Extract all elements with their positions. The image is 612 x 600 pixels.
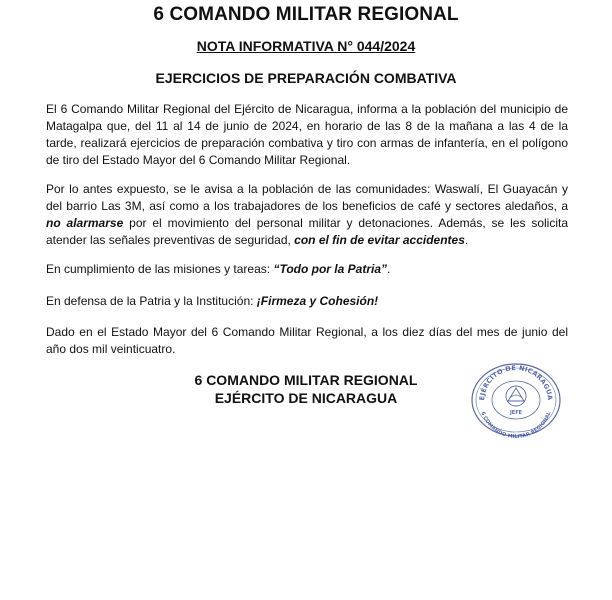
emphasis-evitar-accidentes: con el fin de evitar accidentes [294,233,465,247]
paragraph-announcement: El 6 Comando Militar Regional del Ejército de Nicaragua, informa a la población del municipio de Matagalpa que, del 11 al 14 de junio de 2024, en horario de las 8 de la mañana a las 4 de la tarde, realizará ejercicios de preparación combativa y tiro con armas de infantería, en el polígono de tiro del Estado Mayor del 6 Comando Militar Regional. [46,102,568,167]
signature-line-2: EJÉRCITO DE NICARAGUA [214,390,398,406]
paragraph-date: Dado en el Estado Mayor del 6 Comando Militar Regional, a los diez días del mes de junio del año dos mil veinticuatro. [46,325,568,356]
note-heading: EJERCICIOS DE PREPARACIÓN COMBATIVA [155,70,457,86]
seal-center-text: JEFE [509,410,523,416]
paragraph-warning-text-c: por el movimiento del personal militar y detonaciones. Además, se les solicita atender las señales preventivas de seguridad, [46,216,568,247]
motto-firmeza-y-cohesion: ¡Firmeza y Cohesión! [256,294,379,308]
motto-todo-por-la-patria: “Todo por la Patria” [273,262,388,276]
seal-top-text: EJÉRCITO DE NICARAGUA [477,363,555,401]
paragraph-warning [46,181,568,249]
motto-1-intro: En cumplimiento de las misiones y tareas: [46,262,274,276]
signature-line-1: 6 COMANDO MILITAR REGIONAL [194,372,418,388]
motto-1-end: . [387,262,391,276]
paragraph-warning-text-e: . [464,233,469,247]
paragraph-motto-1 [46,261,568,278]
paragraph-motto-2 [46,293,568,310]
motto-2-intro: En defensa de la Patria y la Institución: [46,294,257,308]
document-title: 6 COMANDO MILITAR REGIONAL [153,4,459,25]
paragraph-warning-text-a: Por lo antes expuesto, se le avisa a la población de las comunidades: Waswalí, El Guayacán y del barrio Las 3M, así como a los trabajadores de los beneficios de café y sectores aledaños, a [46,182,568,213]
note-number: NOTA INFORMATIVA N° 044/2024 [196,38,416,54]
official-seal-stamp [468,362,564,438]
emphasis-no-alarmarse: no alarmarse [46,216,124,230]
seal-bottom-text: 6 COMANDO MILITAR REGIONAL [479,410,553,438]
